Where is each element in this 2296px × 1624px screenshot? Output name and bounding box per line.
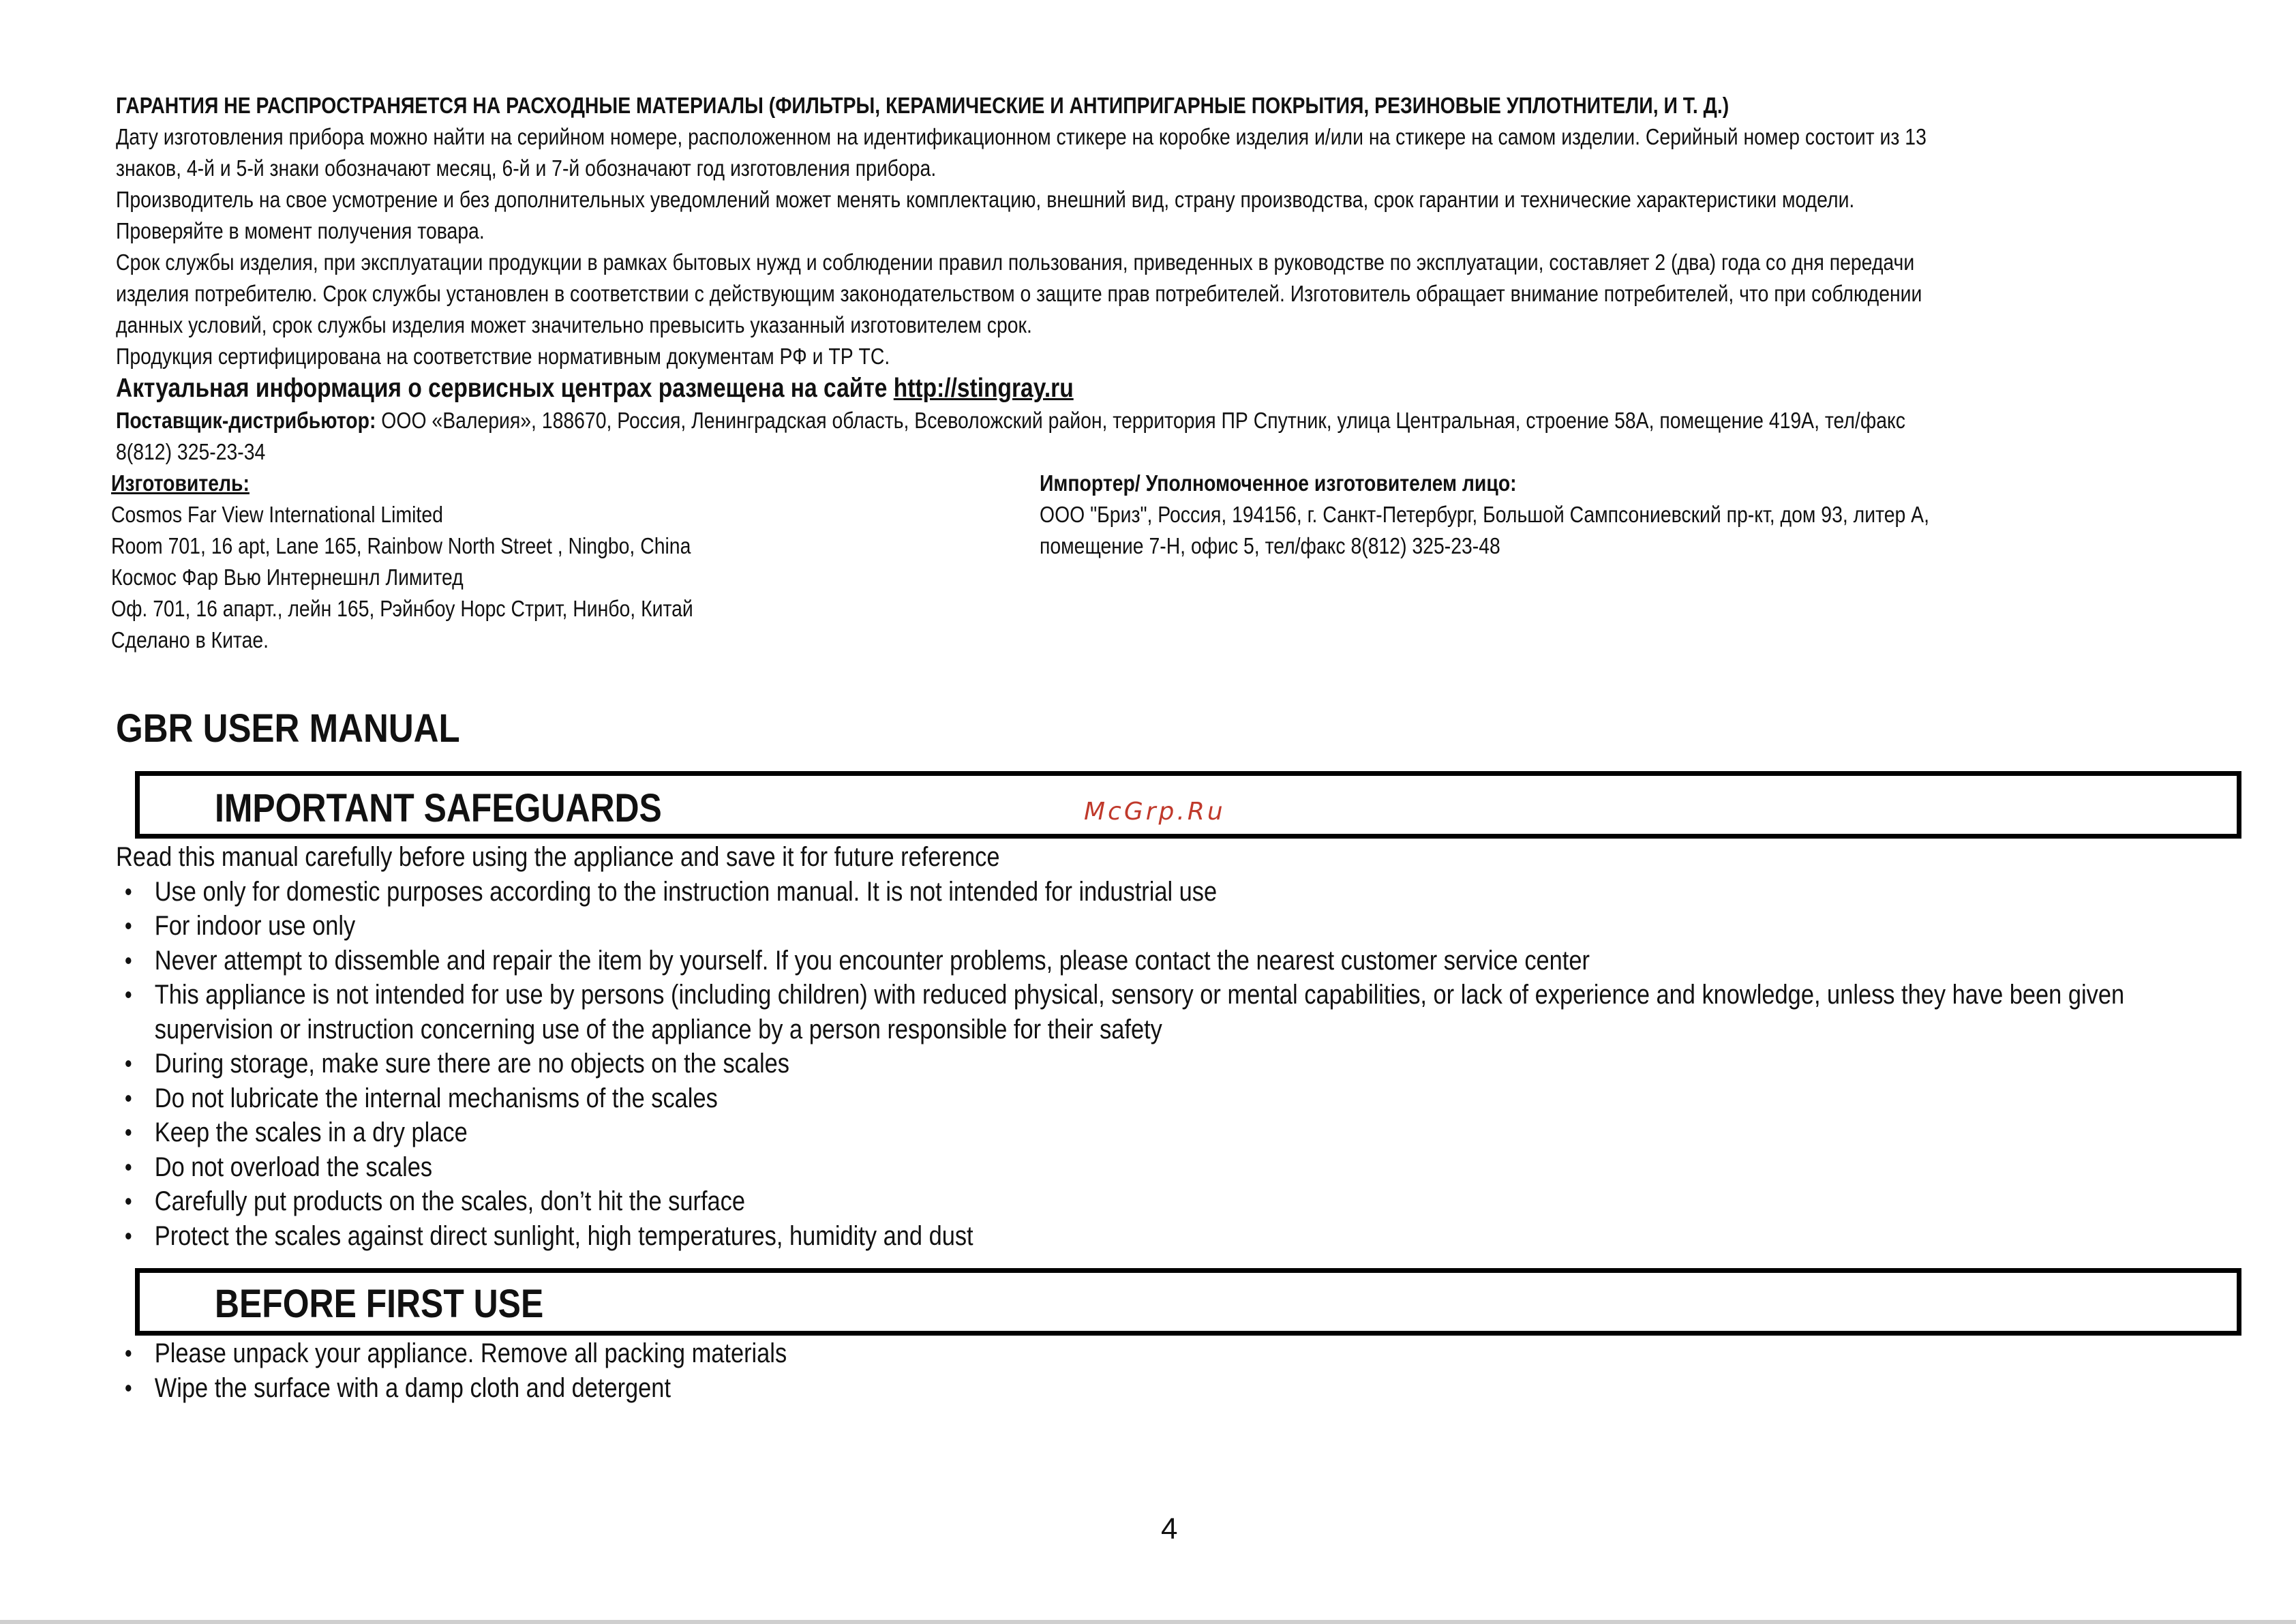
importer-line: ООО "Бриз", Россия, 194156, г. Санкт-Петербург, Большой Сампсониевский пр-кт, дом 93, литер А,: [1040, 502, 1929, 527]
serial-info-line: Дату изготовления прибора можно найти на серийном номере, расположенном на идентификационном стикере на коробке изделия и/или на стикере на самом изделии. Серийный номер состоит из 13: [116, 124, 1927, 149]
list-item: • Please unpack your appliance. Remove all packing materials: [116, 1336, 2238, 1371]
manufacturer-label: Изготовитель:: [111, 470, 250, 496]
safeguards-section: [116, 840, 2238, 1253]
list-item: • Never attempt to dissemble and repair the item by yourself. If you encounter problems, please contact the nearest customer service center: [116, 944, 2238, 978]
importer-block: [1040, 468, 1929, 562]
service-life-line: Срок службы изделия, при эксплуатации продукции в рамках бытовых нужд и соблюдении правил пользования, приведенных в руководстве по эксплуатации, составляет 2 (два) года со дня передачи: [116, 250, 1915, 275]
manufacturer-line: Room 701, 16 apt, Lane 165, Rainbow North Street , Ningbo, China: [111, 533, 691, 558]
list-item: • Wipe the surface with a damp cloth and detergent: [116, 1371, 2238, 1406]
page-bottom-divider: [0, 1620, 2296, 1624]
certification: Продукция сертифицирована на соответствие нормативным документам РФ и ТР ТС.: [116, 344, 890, 369]
manufacturer-rights-line: Проверяйте в момент получения товара.: [116, 218, 485, 243]
supplier-line: [116, 405, 2233, 436]
list-item: • Protect the scales against direct sunlight, high temperatures, humidity and dust: [116, 1219, 2238, 1254]
safeguards-list: [116, 875, 2238, 1254]
importer-label: Импортер/ Уполномоченное изготовителем лицо:: [1040, 470, 1517, 496]
watermark: McGrp.Ru: [1084, 798, 1226, 826]
service-centers-info: [116, 372, 2233, 405]
ru-legal-block: [116, 90, 2233, 468]
list-item: • During storage, make sure there are no objects on the scales: [116, 1047, 2238, 1081]
stingray-link[interactable]: http://stingray.ru: [893, 374, 1074, 403]
supplier-phone: 8(812) 325-23-34: [116, 439, 266, 464]
manufacturer-rights-line: Производитель на свое усмотрение и без дополнительных уведомлений может менять комплектацию, внешний вид, страну производства, срок гарантии и технические характеристики модели.: [116, 187, 1855, 212]
first-use-section: [116, 1336, 2238, 1405]
service-centers-text: Актуальная информация о сервисных центрах размещена на сайте: [116, 374, 894, 403]
serial-info-line: знаков, 4-й и 5-й знаки обозначают месяц, 6-й и 7-й обозначают год изготовления прибора.: [116, 155, 937, 181]
supplier-details: ООО «Валерия», 188670, Россия, Ленинградская область, Всеволожский район, территория ПР Спутник, улица Центральная, строение 58А, помещение 419А, тел/факс: [376, 408, 1905, 433]
manufacturer-line: Космос Фар Вью Интернешнл Лимитед: [111, 565, 464, 590]
list-item: • Keep the scales in a dry place: [116, 1115, 2238, 1150]
intro-text: Read this manual carefully before using the appliance and save it for future reference: [116, 842, 1000, 872]
supplier-label: Поставщик-дистрибьютор:: [116, 408, 376, 433]
first-use-header-box: [135, 1268, 2241, 1336]
safeguards-title: IMPORTANT SAFEGUARDS: [215, 786, 662, 830]
importer-line: помещение 7-Н, офис 5, тел/факс 8(812) 325-23-48: [1040, 533, 1500, 558]
list-item: • This appliance is not intended for use by persons (including children) with reduced physical, sensory or mental capabilities, or lack of experience and knowledge, unless they have been given supervision or instruction concerning use of the appliance by a person responsible for their safety: [116, 978, 2238, 1047]
manufacturer-line: Оф. 701, 16 апарт., лейн 165, Рэйнбоу Норс Стрит, Нинбо, Китай: [111, 596, 693, 621]
first-use-list: [116, 1336, 2238, 1405]
list-item: • For indoor use only: [116, 909, 2238, 944]
page-number: 4: [1161, 1512, 1178, 1546]
first-use-title: BEFORE FIRST USE: [215, 1282, 544, 1326]
manufacturer-line: Cosmos Far View International Limited: [111, 502, 443, 527]
service-life-line: данных условий, срок службы изделия может значительно превысить указанный изготовителем срок.: [116, 312, 1032, 337]
list-item: • Do not overload the scales: [116, 1150, 2238, 1185]
list-item: • Use only for domestic purposes according to the instruction manual. It is not intended for industrial use: [116, 875, 2238, 909]
warranty-exclusion: ГАРАНТИЯ НЕ РАСПРОСТРАНЯЕТСЯ НА РАСХОДНЫЕ МАТЕРИАЛЫ (ФИЛЬТРЫ, КЕРАМИЧЕСКИЕ И АНТИПРИГАРНЫЕ ПОКРЫТИЯ, РЕЗИНОВЫЕ УПЛОТНИТЕЛИ, И Т. Д.): [116, 93, 1729, 118]
list-item: • Do not lubricate the internal mechanisms of the scales: [116, 1081, 2238, 1116]
service-life-line: изделия потребителю. Срок службы установлен в соответствии с действующим законодательством о защите прав потребителей. Изготовитель обращает внимание потребителей, что при соблюдении: [116, 281, 1922, 306]
manual-title: GBR USER MANUAL: [116, 706, 460, 751]
manufacturer-block: [111, 468, 693, 656]
list-item: • Carefully put products on the scales, don’t hit the surface: [116, 1184, 2238, 1219]
manufacturer-line: Сделано в Китае.: [111, 627, 269, 652]
